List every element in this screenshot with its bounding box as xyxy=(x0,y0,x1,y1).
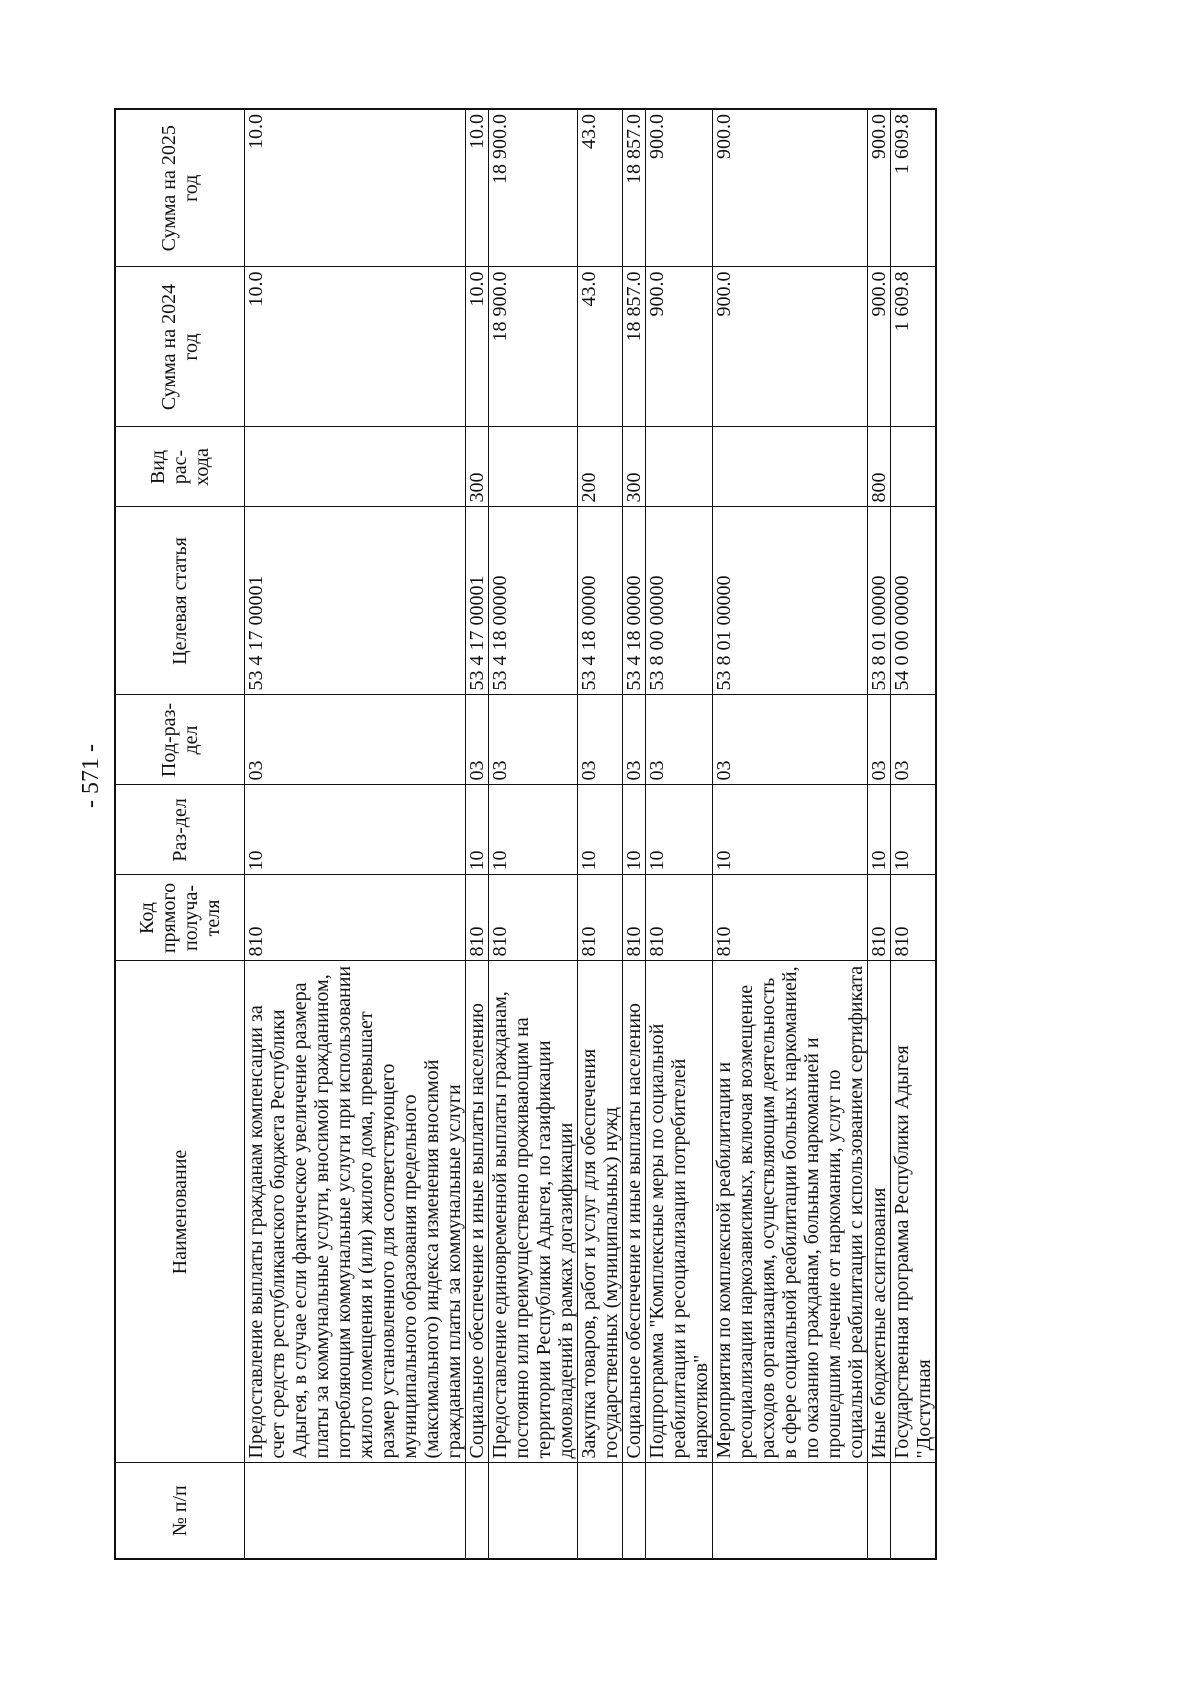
cell-sum-2024: 1 609.8 xyxy=(891,267,937,427)
cell-name: Предоставление единовременной выплаты гражданам, постоянно или преимущественно проживающим на территории Республики Адыгея, по газификации домовладений в рамках догазификации xyxy=(489,961,578,1463)
cell-name: Социальное обеспечение и иные выплаты населению xyxy=(623,961,646,1463)
cell-name: Мероприятия по комплексной реабилитации и ресоциализации наркозависимых, включая возмещение расходов организациям, осуществляющим деятельность в сфере социальной реабилитации больных наркоманией, по оказанию гражданам, больным наркоманией и прошедшим лечение от наркомании, услуг по социальной реабилитации с использованием сертификата xyxy=(713,961,868,1463)
cell-vid: 300 xyxy=(466,427,489,507)
cell-article: 53 4 17 00001 xyxy=(466,507,489,695)
header-sum-2025: Сумма на 2025 год xyxy=(115,109,245,267)
cell-vid xyxy=(891,427,937,507)
cell-podrazdel: 03 xyxy=(245,695,466,785)
cell-article: 54 0 00 00000 xyxy=(891,507,937,695)
header-article: Целевая статья xyxy=(115,507,245,695)
cell-razdel: 10 xyxy=(466,785,489,875)
cell-podrazdel: 03 xyxy=(466,695,489,785)
cell-razdel: 10 xyxy=(489,785,578,875)
cell-code: 810 xyxy=(245,875,466,961)
cell-podrazdel: 03 xyxy=(623,695,646,785)
cell-sum-2025: 10.0 xyxy=(245,109,466,267)
cell-sum-2024: 10.0 xyxy=(466,267,489,427)
table-row xyxy=(713,109,868,1559)
cell-podrazdel: 03 xyxy=(868,695,891,785)
cell-code: 810 xyxy=(489,875,578,961)
header-name: Наименование xyxy=(115,961,245,1463)
cell-name: Подпрограмма "Комплексные меры по социальной реабилитации и ресоциализации потребителей наркотиков" xyxy=(646,961,713,1463)
table-row xyxy=(466,109,489,1559)
cell-name: Иные бюджетные ассигнования xyxy=(868,961,891,1463)
table-row xyxy=(646,109,713,1559)
header-podrazdel: Под-раз-дел xyxy=(115,695,245,785)
cell-sum-2024: 18 900.0 xyxy=(489,267,578,427)
header-vid: Вид рас-хода xyxy=(115,427,245,507)
budget-table xyxy=(114,108,937,1560)
cell-code: 810 xyxy=(646,875,713,961)
cell-sum-2025: 900.0 xyxy=(713,109,868,267)
cell-sum-2025: 18 900.0 xyxy=(489,109,578,267)
cell-no xyxy=(891,1463,937,1559)
cell-podrazdel: 03 xyxy=(578,695,623,785)
cell-no xyxy=(623,1463,646,1559)
cell-code: 810 xyxy=(466,875,489,961)
table-row xyxy=(868,109,891,1559)
cell-vid xyxy=(713,427,868,507)
table-row xyxy=(891,109,937,1559)
cell-podrazdel: 03 xyxy=(713,695,868,785)
cell-name: Предоставление выплаты гражданам компенсации за счет средств республиканского бюджета Республики Адыгея, в случае если фактическое увеличение размера платы за коммунальные услуги, вносимой гражданином, потребляющим коммунальные услуги при использовании жилого помещения и (или) жилого дома, превышает размер установленного для соответствующего муниципального образования предельного (максимального) индекса изменения вносимой гражданами платы за коммунальные услуги xyxy=(245,961,466,1463)
cell-article: 53 4 18 00000 xyxy=(489,507,578,695)
cell-razdel: 10 xyxy=(578,785,623,875)
cell-code: 810 xyxy=(623,875,646,961)
cell-no xyxy=(868,1463,891,1559)
cell-no xyxy=(245,1463,466,1559)
table-row xyxy=(578,109,623,1559)
cell-article: 53 4 18 00000 xyxy=(623,507,646,695)
cell-no xyxy=(646,1463,713,1559)
table-row xyxy=(245,109,466,1559)
cell-podrazdel: 03 xyxy=(646,695,713,785)
cell-sum-2024: 900.0 xyxy=(646,267,713,427)
table-row xyxy=(623,109,646,1559)
header-code: Код прямого получа-теля xyxy=(115,875,245,961)
cell-article: 53 8 01 00000 xyxy=(868,507,891,695)
header-razdel: Раз-дел xyxy=(115,785,245,875)
cell-razdel: 10 xyxy=(245,785,466,875)
cell-name: Государственная программа Республики Адыгея "Доступная xyxy=(891,961,937,1463)
cell-no xyxy=(466,1463,489,1559)
cell-sum-2025: 900.0 xyxy=(868,109,891,267)
cell-razdel: 10 xyxy=(623,785,646,875)
cell-code: 810 xyxy=(713,875,868,961)
cell-sum-2025: 1 609.8 xyxy=(891,109,937,267)
cell-no xyxy=(489,1463,578,1559)
cell-vid: 800 xyxy=(868,427,891,507)
cell-no xyxy=(713,1463,868,1559)
cell-sum-2025: 10.0 xyxy=(466,109,489,267)
cell-sum-2024: 900.0 xyxy=(713,267,868,427)
cell-razdel: 10 xyxy=(713,785,868,875)
rotated-table-wrapper xyxy=(114,110,1074,1560)
table-row xyxy=(489,109,578,1559)
cell-vid: 200 xyxy=(578,427,623,507)
cell-article: 53 4 17 00001 xyxy=(245,507,466,695)
header-row xyxy=(115,109,245,1559)
cell-sum-2025: 43.0 xyxy=(578,109,623,267)
cell-code: 810 xyxy=(891,875,937,961)
cell-vid xyxy=(245,427,466,507)
cell-podrazdel: 03 xyxy=(489,695,578,785)
cell-article: 53 8 00 00000 xyxy=(646,507,713,695)
cell-sum-2025: 18 857.0 xyxy=(623,109,646,267)
cell-code: 810 xyxy=(868,875,891,961)
cell-no xyxy=(578,1463,623,1559)
header-no: № п/п xyxy=(115,1463,245,1559)
cell-razdel: 10 xyxy=(891,785,937,875)
cell-vid xyxy=(489,427,578,507)
cell-sum-2024: 43.0 xyxy=(578,267,623,427)
cell-name: Социальное обеспечение и иные выплаты населению xyxy=(466,961,489,1463)
cell-name: Закупка товаров, работ и услуг для обеспечения государственных (муниципальных) нужд xyxy=(578,961,623,1463)
cell-article: 53 4 18 00000 xyxy=(578,507,623,695)
cell-sum-2025: 900.0 xyxy=(646,109,713,267)
cell-sum-2024: 900.0 xyxy=(868,267,891,427)
cell-vid xyxy=(646,427,713,507)
cell-sum-2024: 10.0 xyxy=(245,267,466,427)
cell-razdel: 10 xyxy=(646,785,713,875)
cell-vid: 300 xyxy=(623,427,646,507)
cell-sum-2024: 18 857.0 xyxy=(623,267,646,427)
cell-article: 53 8 01 00000 xyxy=(713,507,868,695)
cell-razdel: 10 xyxy=(868,785,891,875)
header-sum-2024: Сумма на 2024 год xyxy=(115,267,245,427)
page-number: - 571 - xyxy=(78,744,104,808)
cell-podrazdel: 03 xyxy=(891,695,937,785)
cell-code: 810 xyxy=(578,875,623,961)
